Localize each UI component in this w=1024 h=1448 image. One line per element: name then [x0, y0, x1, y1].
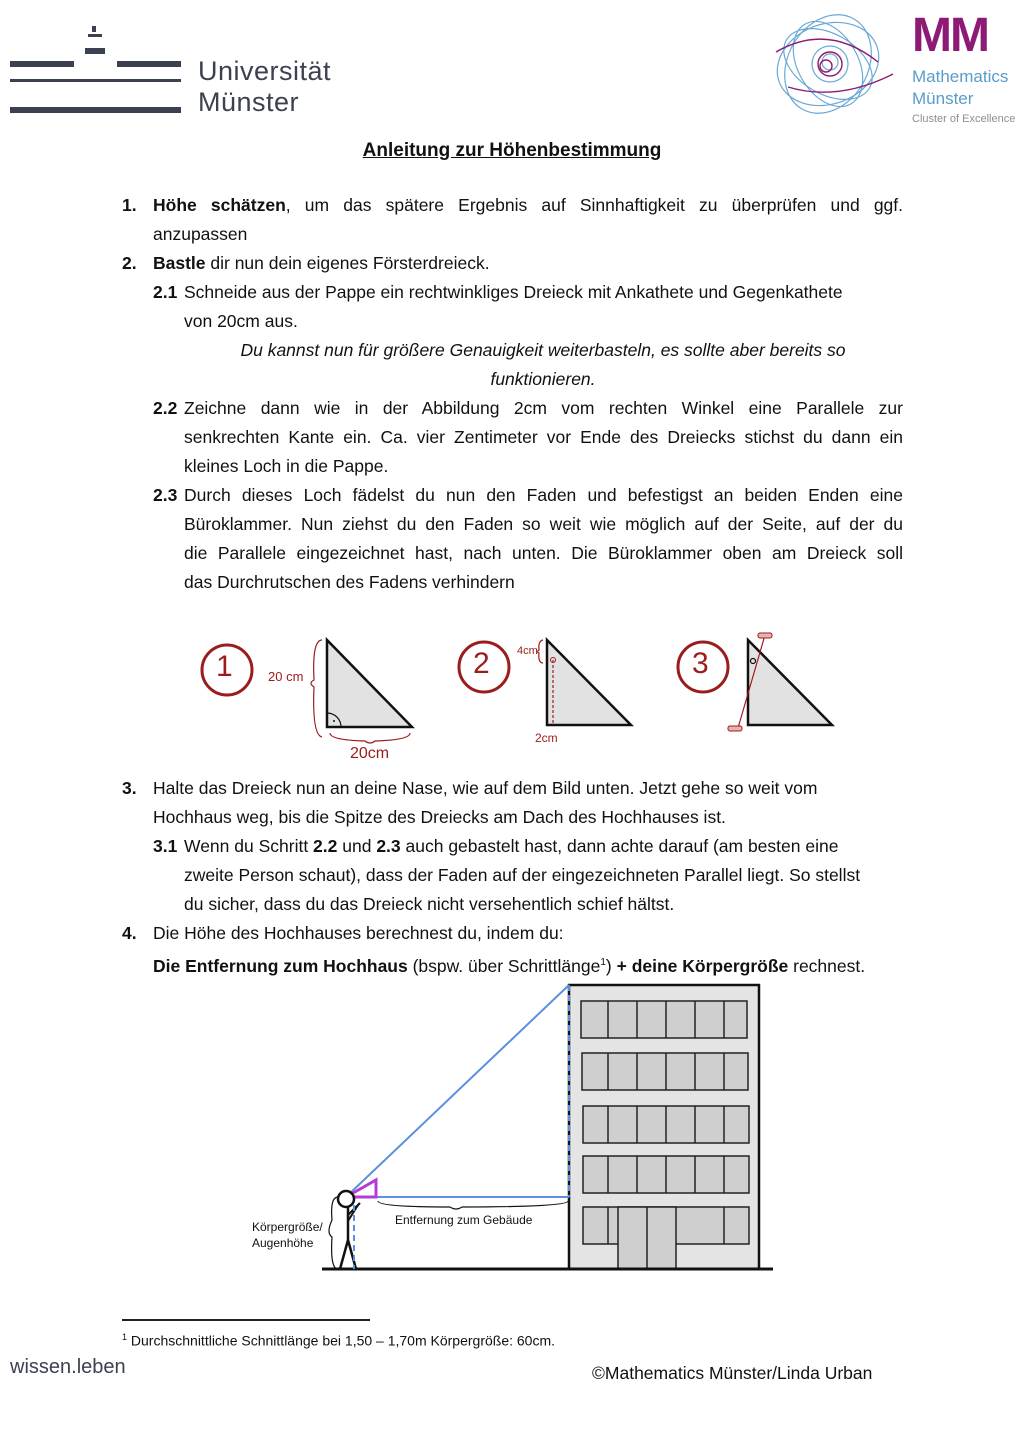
text: Wenn du Schritt [184, 836, 314, 856]
note-line1: Du kannst nun für größere Genauigkeit weiterbasteln, es sollte aber bereits so [240, 340, 846, 360]
university-name [198, 56, 331, 118]
step-3-number: 3. [122, 778, 137, 798]
step-1-line2: anzupassen [153, 224, 248, 244]
step3-badge: 3 [692, 647, 709, 680]
text: auch gebastelt hast, dann achte darauf (am besten eine [400, 836, 839, 856]
step-2-1-line1: Schneide aus der Pappe ein rechtwinkliges Dreieck mit Ankathete und Gegenkathete [184, 282, 843, 302]
step-2-2-line3: kleines Loch in die Pappe. [184, 456, 389, 476]
footnote-divider [122, 1319, 370, 1321]
text: rechnest. [788, 955, 866, 976]
step-2-text: dir nun dein eigenes Försterdreieck. [205, 253, 490, 273]
step-1-number: 1. [122, 195, 137, 215]
step-2-2-line2: senkrechten Kante ein. Ca. vier Zentimeter vor Ende des Dreiecks stichst du dann ein [184, 427, 903, 447]
step2-top-label: 4cm [517, 645, 538, 657]
step-2-3-line3: die Parallele eingezeichnet hast, nach unten. Die Büroklammer oben am Dreieck soll [184, 543, 903, 563]
text: und [337, 836, 377, 856]
eye-height-label [252, 1219, 323, 1251]
step-1-text: , um das spätere Ergebnis auf Sinnhaftigkeit zu überprüfen und ggf. [285, 195, 904, 215]
step-2-3-line4: das Durchrutschen des Fadens verhindern [184, 572, 515, 592]
step-3-line1: Halte das Dreieck nun an deine Nase, wie auf dem Bild unten. Jetzt gehe so weit vom [153, 778, 818, 798]
building-measurement-figure [240, 975, 780, 1275]
step-2-3-line1: Durch dieses Loch fädelst du nun den Faden und befestigst an beiden Enden eine [184, 485, 903, 505]
step-3-1-line2: zweite Person schaut), dass der Faden auf der eingezeichneten Parallel liegt. So stellst [184, 865, 861, 885]
cluster-line2: Münster [912, 89, 974, 108]
footnote [122, 1332, 555, 1349]
footnote-marker: 1 [122, 1332, 128, 1342]
cluster-abbr: MM [912, 9, 988, 62]
eye-height-line2: Augenhöhe [252, 1236, 314, 1250]
step-3-1-line3: du sicher, dass du das Dreieck nicht versehentlich schief hältst. [184, 894, 675, 914]
step-2-1-number: 2.1 [153, 282, 178, 302]
eye-height-line1: Körpergröße/ [252, 1220, 323, 1234]
triangle-steps-figure [190, 625, 850, 770]
step-2-2-number: 2.2 [153, 398, 178, 418]
step-2-1-line2: von 20cm aus. [184, 311, 298, 331]
step-2-number: 2. [122, 253, 137, 273]
footnote-ref[interactable]: 1 [600, 957, 606, 968]
step-3-1-number: 3.1 [153, 836, 178, 856]
distance-label: Entfernung zum Gebäude [395, 1213, 533, 1227]
ref-2-2: 2.2 [313, 836, 338, 856]
footer-copyright: ©Mathematics Münster/Linda Urban [592, 1363, 873, 1383]
step-1-line1 [153, 191, 903, 220]
step-4-number: 4. [122, 923, 137, 943]
formula-height: + deine Körpergröße [616, 955, 789, 976]
step-2-line1 [153, 249, 490, 278]
step-3-1-line1 [184, 832, 838, 861]
note-line2: funktionieren. [490, 369, 596, 389]
cluster-line1: Mathematics [912, 67, 1009, 86]
step1-badge: 1 [216, 650, 233, 683]
step2-badge: 2 [473, 647, 490, 680]
step1-vertical-label: 20 cm [268, 669, 304, 684]
text: ) [605, 955, 617, 976]
step-3-line2: Hochhaus weg, bis die Spitze des Dreiecks am Dach des Hochhauses ist. [153, 807, 726, 827]
step-4-line1: Die Höhe des Hochhauses berechnest du, indem du: [153, 923, 564, 943]
step-2-2-line1: Zeichne dann wie in der Abbildung 2cm vom rechten Winkel eine Parallele zur [184, 398, 903, 418]
step-2-3-line2: Büroklammer. Nun ziehst du den Faden so weit wie möglich auf der Seite, auf der du [184, 514, 903, 534]
step1-horizontal-label: 20cm [350, 745, 390, 762]
university-line1: Universität [198, 56, 332, 86]
university-line2: Münster [198, 87, 300, 117]
ref-2-3: 2.3 [376, 836, 401, 856]
step2-bottom-label: 2cm [535, 731, 558, 745]
step-2-3-number: 2.3 [153, 485, 178, 505]
footnote-text: Durchschnittliche Schnittlänge bei 1,50 – 1,70m Körpergröße: 60cm. [127, 1332, 556, 1349]
formula-distance: Die Entfernung zum Hochhaus [153, 955, 408, 976]
text: (bspw. über Schrittlänge [407, 955, 601, 976]
footer-slogan: wissen.leben [10, 1356, 126, 1378]
cluster-line3: Cluster of Excellence [912, 113, 1016, 125]
step-2-bold: Bastle [153, 253, 206, 273]
step-1-bold: Höhe schätzen [153, 195, 286, 215]
document-title: Anleitung zur Höhenbestimmung [362, 140, 662, 161]
